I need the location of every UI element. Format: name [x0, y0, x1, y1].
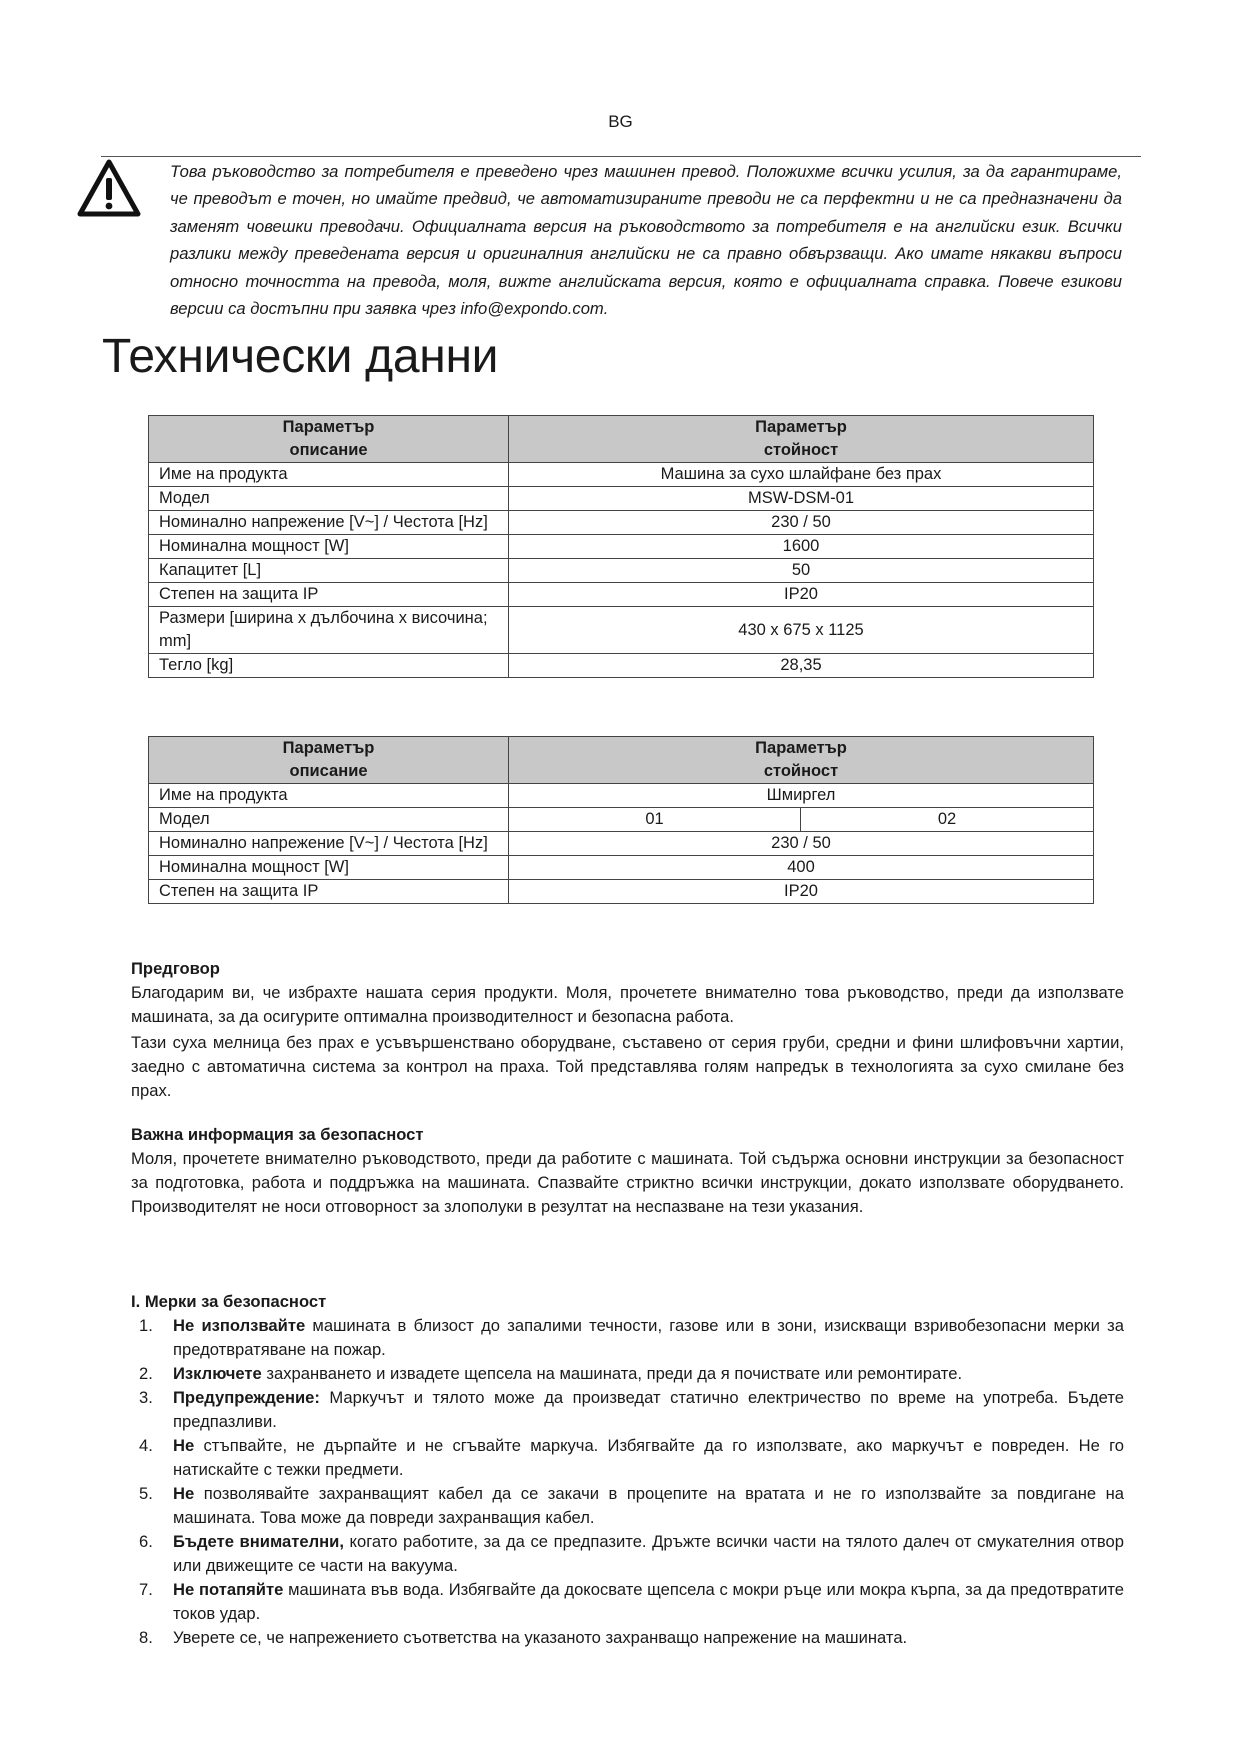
value-cell: 230 / 50	[509, 511, 1094, 535]
param-cell: Номинално напрежение [V~] / Честота [Hz]	[149, 511, 509, 535]
language-code: BG	[608, 112, 633, 131]
value-cell: Шмиргел	[509, 784, 1094, 808]
value-cell: 1600	[509, 535, 1094, 559]
table-row	[149, 607, 1094, 654]
param-cell: Капацитет [L]	[149, 559, 509, 583]
table-row	[149, 808, 1094, 832]
safety-info-heading: Важна информация за безопасност	[131, 1125, 424, 1144]
param-cell: Номинална мощност [W]	[149, 535, 509, 559]
list-item: 8. Уверете се, че напрежението съответства на указаното захранващо напрежение на машината.	[139, 1628, 908, 1647]
preface-heading: Предговор	[131, 959, 220, 978]
table-row	[149, 583, 1094, 607]
warning-triangle-icon	[76, 158, 142, 220]
value-cell: 230 / 50	[509, 832, 1094, 856]
page-title: Технически данни	[102, 330, 499, 383]
header-value: Параметър стойност	[509, 737, 1094, 784]
table-row	[149, 784, 1094, 808]
header-param: Параметър описание	[149, 737, 509, 784]
value-cell: 01	[509, 808, 801, 832]
table-row	[149, 511, 1094, 535]
list-item: 1. Не използвайте машината в близост до запалими течности, газове или в зони, изискващи взривобезопасни мерки за предотвратяване на пожар.	[139, 1316, 1124, 1359]
param-cell: Степен на защита IP	[149, 583, 509, 607]
list-item: 3. Предупреждение: Маркучът и тялото може да произведат статично електричество по време на употреба. Бъдете предпазливи.	[139, 1388, 1124, 1431]
value-cell: MSW-DSM-01	[509, 487, 1094, 511]
value-cell: 400	[509, 856, 1094, 880]
param-cell: Размери [ширина x дълбочина x височина; mm]	[149, 607, 509, 654]
list-item: 4. Не стъпвайте, не дърпайте и не сгъвайте маркуча. Избягвайте да го използвате, ако маркучът е повреден. Не го натискайте с тежки предмети.	[139, 1436, 1124, 1479]
table-row	[149, 654, 1094, 678]
table-row	[149, 487, 1094, 511]
value-cell: 28,35	[509, 654, 1094, 678]
list-item: 5. Не позволявайте захранващият кабел да се закачи в процепите на вратата и не го използвайте за повдигане на машината. Това може да повреди захранващия кабел.	[139, 1484, 1124, 1527]
table-row	[149, 463, 1094, 487]
spec-table-sander	[148, 736, 1094, 904]
param-cell: Номинална мощност [W]	[149, 856, 509, 880]
header-value: Параметър стойност	[509, 416, 1094, 463]
value-cell: 50	[509, 559, 1094, 583]
list-item: 6. Бъдете внимателни, когато работите, за да се предпазите. Дръжте всички части на тялото далеч от смукателния отвор или движещите се части на вакуума.	[139, 1532, 1124, 1575]
table-header-row	[149, 737, 1094, 784]
value-cell: 02	[801, 808, 1094, 832]
preface-paragraph: Тази суха мелница без прах е усъвършенствано оборудване, съставено от серия груби, средни и фини шлифовъчни хартии, заедно с автоматична система за контрол на праха. Той представлява голям напредък в технологията за сухо смилане без прах.	[131, 1033, 1124, 1100]
table-row	[149, 535, 1094, 559]
list-item: 2. Изключете захранването и извадете щепсела на машината, преди да я почиствате или ремонтирате.	[139, 1364, 963, 1383]
header-divider	[101, 156, 1141, 157]
table-row	[149, 880, 1094, 904]
safety-info-paragraph: Моля, прочетете внимателно ръководството, преди да работите с машината. Той съдържа основни инструкции за безопасност за подготовка, работа и поддръжка на машината. Спазвайте стриктно всички инструкции, докато използвате оборудването. Производителят не носи отговорност за злополуки в резултат на неспазване на тези указания.	[131, 1149, 1124, 1216]
safety-rules-section	[131, 1290, 1124, 1650]
table-row	[149, 856, 1094, 880]
preface-section	[131, 957, 1124, 1103]
safety-info-section	[131, 1123, 1124, 1219]
value-cell: IP20	[509, 880, 1094, 904]
param-cell: Тегло [kg]	[149, 654, 509, 678]
value-cell: IP20	[509, 583, 1094, 607]
table-row	[149, 832, 1094, 856]
header-param: Параметър описание	[149, 416, 509, 463]
translation-disclaimer: Това ръководство за потребителя е преведено чрез машинен превод. Положихме всички усилия, за да гарантираме, че преводът е точен, но имайте предвид, че автоматизираните преводи не са перфектни и не са предназначени да заменят човешки преводачи. Официалната версия на ръководството за потребителя е на английски език. Всички разлики между преведената версия и оригиналния английски не са правно обвързващи. Ако имате някакви въпроси относно точността на превода, моля, вижте английската версия, която е официалната справка. Повече езикови версии са достъпни при заявка чрез info@expondo.com.	[170, 162, 1122, 319]
param-cell: Име на продукта	[149, 784, 509, 808]
param-cell: Модел	[149, 808, 509, 832]
param-cell: Модел	[149, 487, 509, 511]
table-row	[149, 559, 1094, 583]
table-header-row	[149, 416, 1094, 463]
value-cell: 430 x 675 x 1125	[509, 607, 1094, 654]
spec-table-machine	[148, 415, 1094, 678]
param-cell: Номинално напрежение [V~] / Честота [Hz]	[149, 832, 509, 856]
param-cell: Степен на защита IP	[149, 880, 509, 904]
param-cell: Име на продукта	[149, 463, 509, 487]
preface-paragraph: Благодарим ви, че избрахте нашата серия продукти. Моля, прочетете внимателно това ръководство, преди да използвате машината, за да осигурите оптимална производителност и безопасна работа.	[131, 983, 1124, 1026]
value-cell: Машина за сухо шлайфане без прах	[509, 463, 1094, 487]
safety-rules-list	[131, 1314, 1124, 1650]
list-item: 7. Не потапяйте машината във вода. Избягвайте да докосвате щепсела с мокри ръце или мокра кърпа, за да предотвратите токов удар.	[139, 1580, 1124, 1623]
safety-rules-heading: I. Мерки за безопасност	[131, 1292, 327, 1311]
